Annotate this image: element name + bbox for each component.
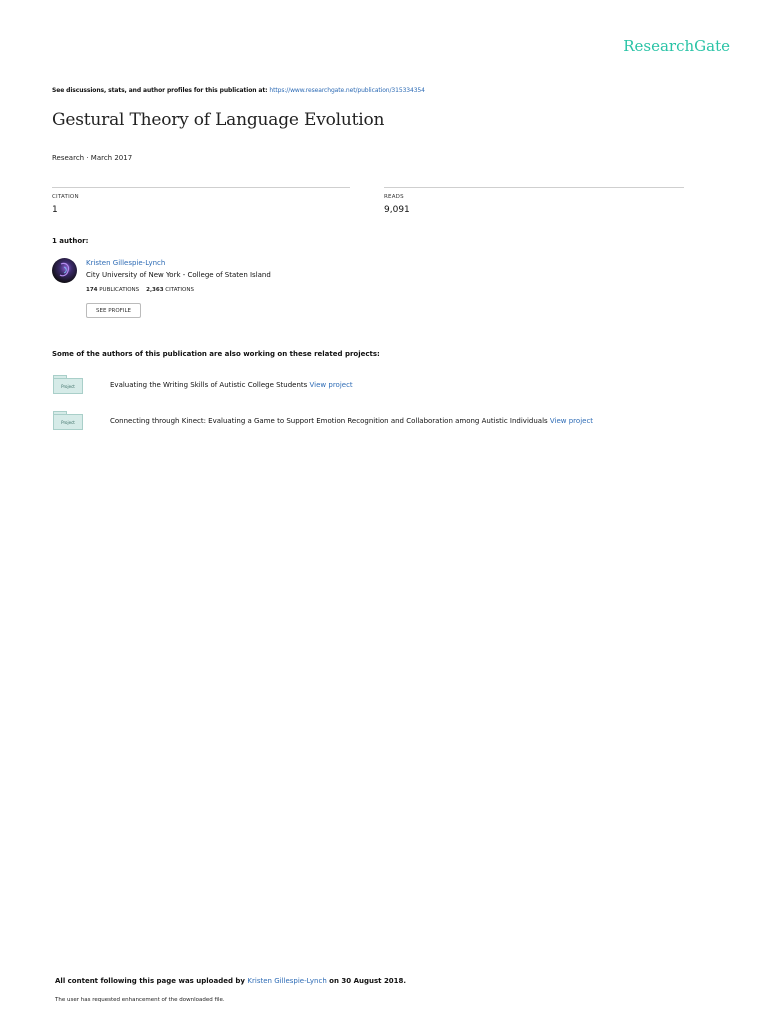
upload-prefix: All content following this page was uploaded by [55,977,248,985]
publications-count: 174 [86,287,98,293]
related-projects-heading: Some of the authors of this publication are also working on these related projects: [52,350,380,358]
citations-count: 2,363 [146,287,164,293]
citation-divider [52,187,350,188]
reads-divider [384,187,684,188]
avatar-image [52,258,77,283]
project-title: Connecting through Kinect: Evaluating a Game to Support Emotion Recognition and Collaboration among Autistic Individuals [110,417,548,425]
author-name-link[interactable]: Kristen Gillespie-Lynch [86,259,166,267]
project-item [110,381,353,389]
discussion-prefix: See discussions, stats, and author profiles for this publication at: [52,87,270,94]
see-profile-button[interactable]: SEE PROFILE [86,303,141,318]
citation-label: CITATION [52,194,79,200]
citations-label: CITATIONS [165,287,194,293]
project-item [110,417,593,425]
project-folder-icon[interactable] [53,375,83,395]
upload-suffix: on 30 August 2018. [326,977,407,985]
project-folder-icon[interactable] [53,411,83,431]
authors-heading: 1 author: [52,237,89,245]
avatar[interactable] [52,258,77,283]
researchgate-logo[interactable]: ResearchGate [623,37,730,55]
upload-notice [55,977,406,985]
publication-title: Gestural Theory of Language Evolution [52,110,385,130]
view-project-link[interactable]: View project [549,417,594,425]
author-stats [86,287,194,293]
publications-label: PUBLICATIONS [99,287,140,293]
discussion-notice [52,87,425,94]
publication-url-link[interactable]: https://www.researchgate.net/publication/315334354 [269,87,425,94]
author-affiliation: City University of New York - College of Staten Island [86,271,271,279]
enhancement-note: The user has requested enhancement of the downloaded file. [55,997,225,1003]
project-badge: Project [53,414,83,430]
reads-value: 9,091 [384,205,410,215]
project-title: Evaluating the Writing Skills of Autistic College Students [110,381,308,389]
publication-meta: Research · March 2017 [52,154,133,162]
uploader-link[interactable]: Kristen Gillespie-Lynch [247,977,327,985]
view-project-link[interactable]: View project [309,381,353,389]
reads-label: READS [384,194,404,200]
project-badge: Project [53,378,83,394]
citation-value: 1 [52,205,58,215]
